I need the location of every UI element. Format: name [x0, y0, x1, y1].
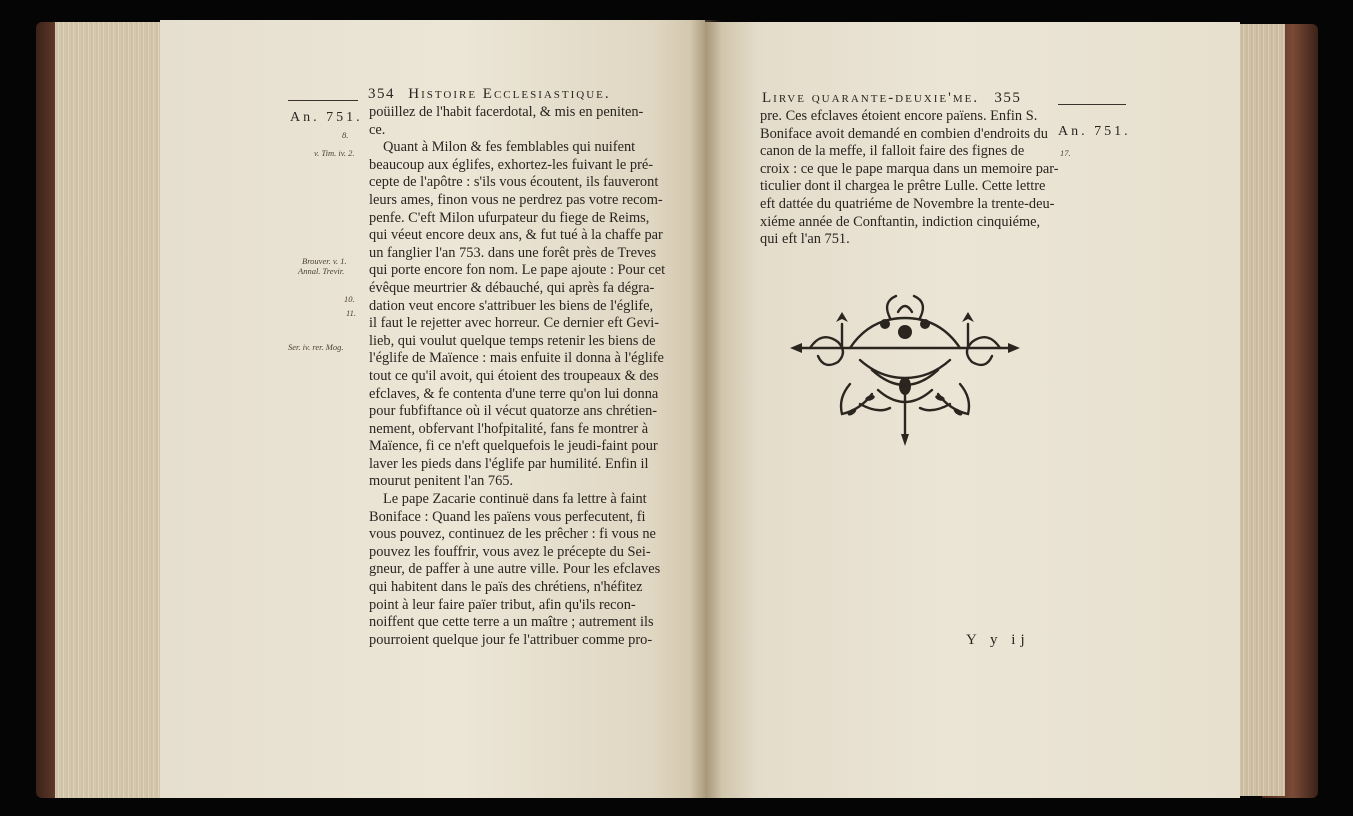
text-line: noiffent que cette terre a un maître ; autrement ils [369, 614, 654, 631]
left-margin-note: 11. [346, 308, 356, 318]
right-margin-year: An. 751. [1058, 124, 1131, 139]
text-line: beaucoup aux églifes, exhortez-les fuivant le pré- [369, 156, 654, 173]
text-line: canon de la meffe, il falloit faire des fignes de [760, 143, 1025, 160]
right-page-number: 355 [994, 90, 1022, 106]
left-margin-note: Ser. iv. rer. Mog. [288, 342, 344, 352]
text-line: penfe. C'eft Milon ufurpateur du fiege de Reims, [369, 209, 650, 226]
right-running-head [762, 90, 1021, 107]
right-running-title: Lirve quarante-deuxie'me. [762, 90, 980, 106]
text-line: il faut le rejetter avec horreur. Ce dernier eft Gevi- [369, 315, 660, 332]
text-line: pouvez les fouffrir, vous avez le précepte du Sei- [369, 543, 651, 560]
text-line: dation veut encore s'attribuer les biens de l'églife, [369, 297, 654, 314]
text-line: un fanglier l'an 753. dans une forêt près de Treves [369, 244, 657, 261]
text-line: poüillez de l'habit facerdotal, & mis en peniten- [369, 104, 644, 120]
right-margin-rule [1058, 104, 1126, 105]
text-line: ticulier dont il chargea le prêtre Lulle. Cette lettre [760, 178, 1046, 195]
text-line: qui eft l'an 751. [760, 231, 850, 248]
text-line: Le pape Zacarie continuë dans fa lettre à faint [383, 491, 647, 508]
text-line: vous pouvez, continuez de les prêcher : fi vous ne [369, 526, 656, 543]
text-line: leurs ames, finon vous ne perdrez pas votre recom- [369, 191, 663, 208]
right-body-text [760, 108, 1060, 249]
left-margin-note: 10. [344, 294, 355, 304]
text-line: nement, obfervant l'hofpitalité, fans fe montrer à [369, 420, 649, 437]
left-page-number: 354 [368, 86, 395, 102]
left-running-head [368, 86, 611, 103]
signature-mark: Y y ij [966, 632, 1030, 648]
left-margin-note: Annal. Trevir. [298, 266, 345, 276]
text-line: tout ce qu'il avoit, qui étoient des troupeaux & des [369, 367, 659, 384]
text-line: croix : ce que le pape marqua dans un memoire par- [760, 160, 1059, 177]
text-line: efclaves, & fe contenta d'une terre qu'on lui donna [369, 385, 659, 402]
left-body-text [369, 104, 689, 649]
text-line: cepte de l'apôtre : s'ils vous écoutent, ils fauveront [369, 174, 659, 191]
text-line: lieb, qui voulut quelque temps retenir les biens de [369, 332, 656, 349]
text-line: mourut penitent l'an 765. [369, 473, 514, 490]
left-margin-year: An. 751. [290, 110, 363, 125]
left-margin-note: v. Tim. iv. 2. [314, 148, 355, 158]
text-line: Quant à Milon & fes femblables qui nuifent [383, 139, 636, 156]
text-line: laver les pieds dans l'églife par humilité. Enfin il [369, 455, 649, 472]
text-line: pour fubfiftance où il vécut quatorze ans chrétien- [369, 403, 658, 420]
book-gutter [690, 20, 722, 798]
text-line: l'églife de Maïence : mais enfuite il donna à l'églife [369, 350, 664, 367]
text-line: ce. [369, 121, 386, 138]
text-line: xiéme année de Conftantin, indiction cinquiéme, [760, 213, 1041, 230]
left-margin-note: 8. [342, 130, 349, 140]
right-margin-note: 17. [1060, 148, 1071, 158]
text-line: Boniface : Quand les païens vous perfecutent, fi [369, 508, 646, 525]
left-margin-rule [288, 100, 358, 101]
text-line: pre. Ces efclaves étoient encore païens. Enfin S. [760, 108, 1038, 124]
text-line: évêque meurtrier & débauché, qui après fa dégra- [369, 279, 655, 296]
left-margin-note: Brouver. v. 1. [302, 256, 347, 266]
text-line: pourroient quelque jour fe l'attribuer comme pro- [369, 631, 653, 648]
text-line: qui porte encore fon nom. Le pape ajoute : Pour cet [369, 262, 666, 279]
text-line: qui véeut encore deux ans, & fut tué à la chaffe par [369, 227, 663, 244]
left-page-edges [55, 22, 165, 798]
ornament-vignette-icon [790, 294, 1020, 446]
text-line: qui habitent dans le païs des chrétiens, n'héfitez [369, 579, 643, 596]
text-line: point à leur faire païer tribut, afin qu'ils recon- [369, 596, 636, 613]
text-line: gneur, de paffer à une autre ville. Pour les efclaves [369, 561, 661, 578]
left-running-title: Histoire Ecclesiastique. [408, 86, 611, 102]
text-line: eft dattée du quatriéme de Novembre la trente-deu- [760, 195, 1055, 212]
text-line: Maïence, fi ce n'eft quelquefois le jeudi-faint pour [369, 438, 658, 455]
text-line: Boniface avoit demandé en combien d'endroits du [760, 125, 1048, 142]
